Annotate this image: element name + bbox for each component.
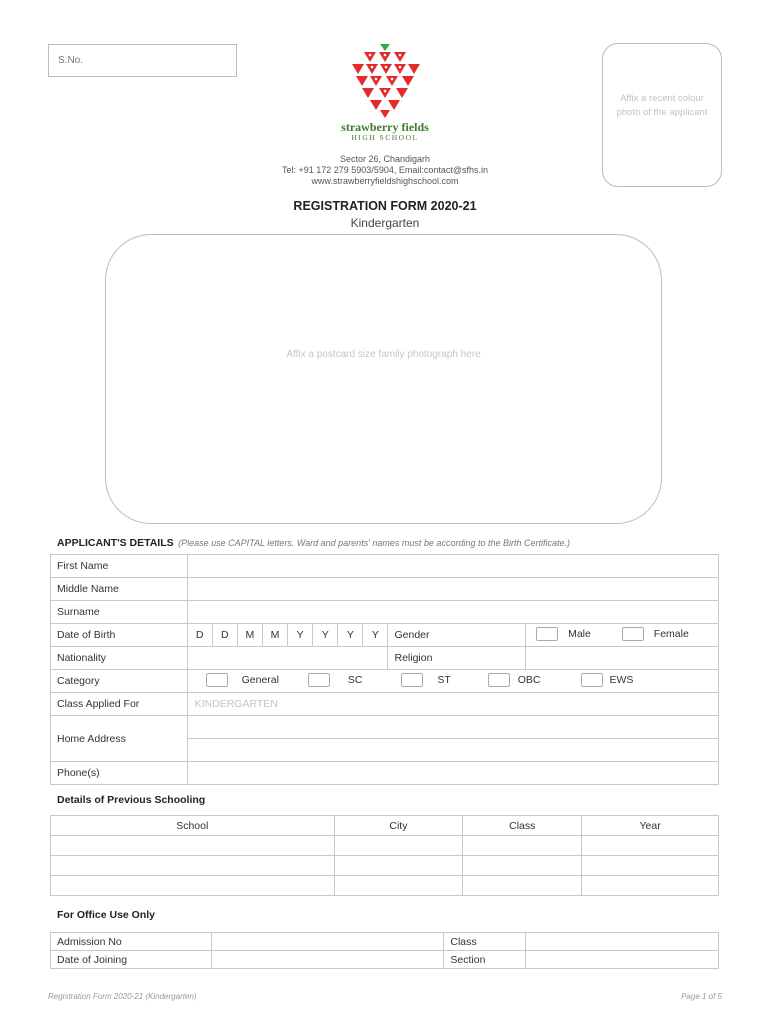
middle-name-label: Middle Name (51, 578, 188, 601)
category-st-option[interactable] (401, 673, 450, 687)
city-column-header: City (334, 816, 463, 836)
phones-input[interactable] (187, 762, 718, 785)
nationality-label: Nationality (51, 647, 188, 670)
table-cell[interactable] (582, 856, 719, 876)
sc-label: SC (347, 673, 363, 686)
category-sc-option[interactable] (308, 673, 363, 687)
table-row (51, 951, 719, 969)
class-column-header: Class (463, 816, 582, 836)
st-label: ST (437, 673, 451, 686)
table-cell[interactable] (334, 856, 463, 876)
dob-label: Date of Birth (51, 624, 188, 647)
general-label: General (241, 673, 279, 686)
female-label: Female (653, 627, 689, 640)
table-cell[interactable] (334, 836, 463, 856)
table-row (51, 555, 719, 578)
dob-year-1[interactable]: Y (288, 624, 313, 647)
category-label: Category (51, 670, 188, 693)
table-row (51, 933, 719, 951)
table-row (51, 836, 719, 856)
surname-label: Surname (51, 601, 188, 624)
religion-input[interactable] (526, 647, 719, 670)
logo-leaf (380, 44, 390, 51)
religion-label: Religion (388, 647, 526, 670)
dob-year-2[interactable]: Y (313, 624, 338, 647)
female-checkbox[interactable] (622, 627, 644, 641)
first-name-input[interactable] (187, 555, 718, 578)
date-of-joining-label: Date of Joining (51, 951, 212, 969)
school-name: strawberry fields (341, 120, 429, 134)
table-cell[interactable] (582, 876, 719, 896)
footer-page-number: Page 1 of 5 (681, 992, 722, 1001)
table-row (51, 578, 719, 601)
st-checkbox[interactable] (401, 673, 423, 687)
category-obc-option[interactable] (488, 673, 541, 687)
nationality-input[interactable] (187, 647, 388, 670)
gender-male-option[interactable] (536, 627, 591, 641)
school-column-header: School (51, 816, 335, 836)
dob-month-1[interactable]: M (237, 624, 262, 647)
footer-form-name: Registration Form 2020-21 (Kindergarten) (48, 992, 197, 1001)
surname-input[interactable] (187, 601, 718, 624)
home-address-line-1[interactable] (187, 716, 718, 739)
table-cell[interactable] (463, 856, 582, 876)
home-address-line-2[interactable] (187, 739, 718, 762)
dob-day-2[interactable]: D (212, 624, 237, 647)
table-cell[interactable] (582, 836, 719, 856)
office-class-input[interactable] (526, 933, 719, 951)
home-address-label: Home Address (51, 716, 188, 762)
office-use-title: For Office Use Only (57, 909, 156, 921)
male-checkbox[interactable] (536, 627, 558, 641)
table-row (51, 856, 719, 876)
school-subtitle: HIGH SCHOOL (351, 133, 419, 142)
admission-no-input[interactable] (211, 933, 444, 951)
previous-schooling-title: Details of Previous Schooling (57, 794, 206, 806)
applicant-section-note: (Please use CAPITAL letters. Ward and parents' names must be according to the Birth Certificate.) (178, 538, 570, 548)
dob-year-4[interactable]: Y (363, 624, 388, 647)
family-photo-box[interactable] (105, 234, 662, 524)
obc-checkbox[interactable] (488, 673, 510, 687)
class-applied-value[interactable]: KINDERGARTEN (187, 693, 718, 716)
dob-month-2[interactable]: M (262, 624, 287, 647)
form-title: REGISTRATION FORM 2020-21 (293, 199, 477, 213)
applicant-photo-instruction: Affix a recent colour photo of the applicant (616, 93, 708, 118)
gender-label: Gender (388, 624, 526, 647)
table-row (51, 693, 719, 716)
table-row (51, 876, 719, 896)
table-row (51, 716, 719, 739)
class-applied-label: Class Applied For (51, 693, 188, 716)
table-row (51, 647, 719, 670)
table-cell[interactable] (463, 876, 582, 896)
website-line: www.strawberryfieldshighschool.com (311, 176, 459, 186)
table-cell[interactable] (51, 856, 335, 876)
applicant-section-heading (57, 533, 570, 551)
general-checkbox[interactable] (206, 673, 228, 687)
school-address (250, 154, 520, 187)
address-line: Sector 26, Chandigarh (339, 154, 431, 164)
serial-number-label: S.No. (58, 55, 84, 66)
category-ews-option[interactable] (581, 673, 633, 687)
office-use-table (50, 932, 719, 969)
table-cell[interactable] (463, 836, 582, 856)
year-column-header: Year (582, 816, 719, 836)
admission-no-label: Admission No (51, 933, 212, 951)
ews-label: EWS (609, 673, 634, 686)
gender-options (526, 624, 719, 647)
applicant-photo-box[interactable] (602, 43, 722, 187)
section-label: Section (444, 951, 526, 969)
table-cell[interactable] (51, 836, 335, 856)
serial-number-box[interactable] (48, 44, 237, 77)
table-row (51, 762, 719, 785)
table-row (51, 624, 719, 647)
phones-label: Phone(s) (51, 762, 188, 785)
table-row (51, 601, 719, 624)
dob-day-1[interactable]: D (187, 624, 212, 647)
dob-year-3[interactable]: Y (338, 624, 363, 647)
form-subtitle: Kindergarten (350, 216, 420, 230)
section-input[interactable] (526, 951, 719, 969)
table-row (51, 670, 719, 693)
sc-checkbox[interactable] (308, 673, 330, 687)
table-header-row (51, 816, 719, 836)
obc-label: OBC (517, 673, 541, 686)
ews-checkbox[interactable] (581, 673, 603, 687)
applicant-details-table (50, 554, 719, 785)
gender-female-option[interactable] (622, 627, 689, 641)
previous-schooling-table (50, 815, 719, 896)
first-name-label: First Name (51, 555, 188, 578)
table-cell[interactable] (334, 876, 463, 896)
family-photo-instruction: Affix a postcard size family photograph here (286, 349, 481, 360)
male-label: Male (568, 627, 591, 640)
contact-line: Tel: +91 172 279 5903/5904, Email:contact@sfhs.in (281, 165, 489, 175)
category-options (187, 670, 718, 693)
date-of-joining-input[interactable] (211, 951, 444, 969)
category-general-option[interactable] (206, 673, 279, 687)
applicant-section-title: APPLICANT'S DETAILS (57, 537, 174, 549)
school-logo (348, 44, 422, 118)
table-cell[interactable] (51, 876, 335, 896)
middle-name-input[interactable] (187, 578, 718, 601)
office-class-label: Class (444, 933, 526, 951)
